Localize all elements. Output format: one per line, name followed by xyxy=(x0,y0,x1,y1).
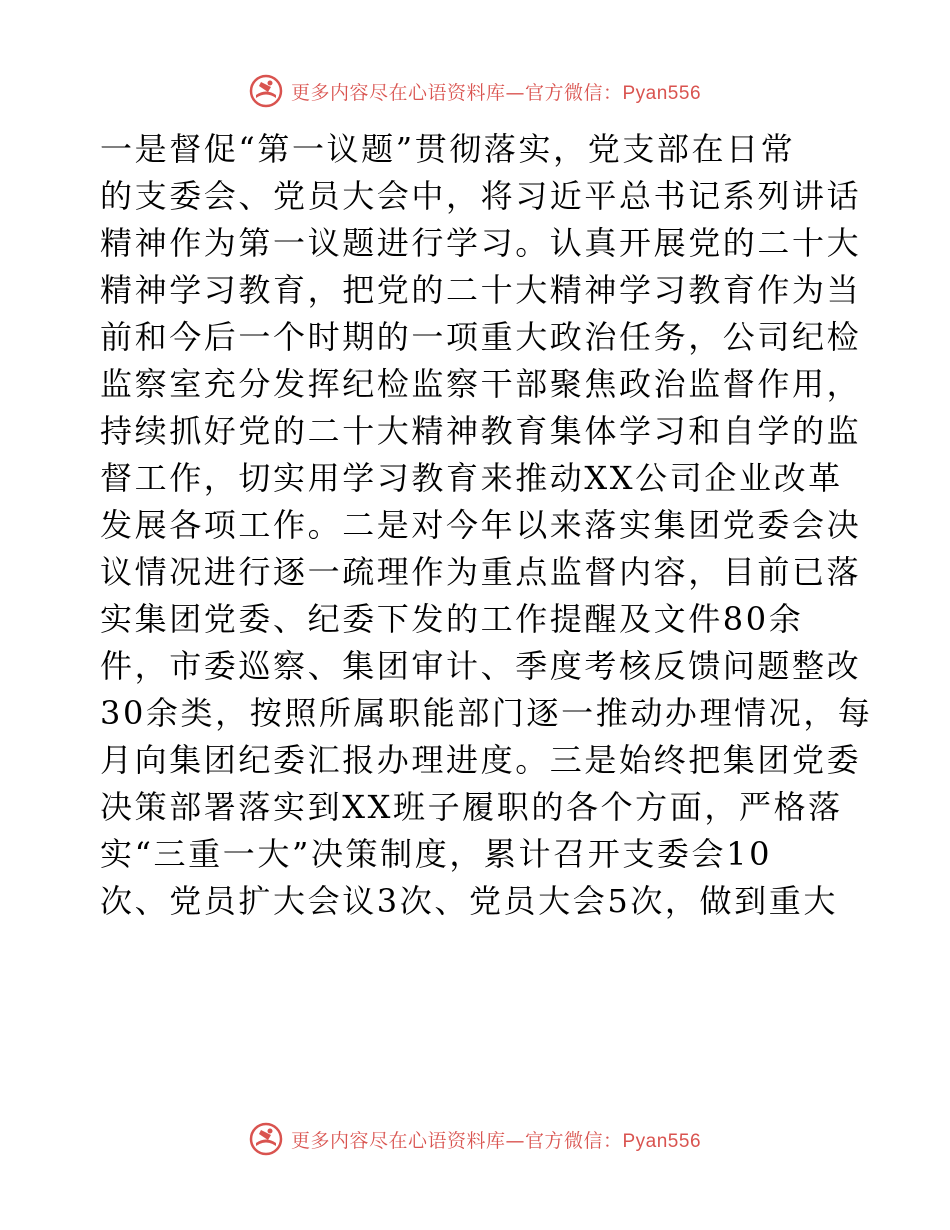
document-body xyxy=(100,126,880,925)
body-line: 精神作为第一议题进行学习。认真开展党的二十大 xyxy=(100,224,862,262)
header-watermark-label: 更多内容尽在心语资料库—官方微信： xyxy=(290,81,623,104)
body-line: 的支委会、党员大会中，将习近平总书记系列讲话 xyxy=(100,177,862,215)
header-wechat-id: Pyan556 xyxy=(622,82,702,104)
body-line: 件，市委巡察、集团审计、季度考核反馈问题整改 xyxy=(100,647,862,685)
book-logo-icon xyxy=(249,74,283,108)
body-line: 发展各项工作。二是对今年以来落实集团党委会决 xyxy=(100,506,862,544)
body-line: 次、党员扩大会议3次、党员大会5次，做到重大 xyxy=(100,882,838,920)
footer-watermark xyxy=(0,1122,950,1156)
body-line: 一是督促“第一议题”贯彻落实，党支部在日常 xyxy=(100,130,796,168)
body-line: 议情况进行逐一疏理作为重点监督内容，目前已落 xyxy=(100,553,862,591)
body-line: 实“三重一大”决策制度，累计召开支委会10 xyxy=(100,835,773,873)
body-line: 监察室充分发挥纪检监察干部聚焦政治监督作用， xyxy=(100,365,862,403)
book-logo-icon xyxy=(249,1122,283,1156)
body-line: 前和今后一个时期的一项重大政治任务，公司纪检 xyxy=(100,318,862,356)
body-line: 持续抓好党的二十大精神教育集体学习和自学的监 xyxy=(100,412,862,450)
footer-watermark-text xyxy=(291,1126,701,1153)
body-line: 30余类，按照所属职能部门逐一推动办理情况，每 xyxy=(100,694,873,732)
body-line: 决策部署落实到XX班子履职的各个方面，严格落 xyxy=(100,788,843,826)
body-line: 督工作，切实用学习教育来推动XX公司企业改革 xyxy=(100,459,843,497)
body-line: 月向集团纪委汇报办理进度。三是始终把集团党委 xyxy=(100,741,862,779)
body-line: 实集团党委、纪委下发的工作提醒及文件80余 xyxy=(100,600,804,638)
header-watermark xyxy=(0,74,950,108)
footer-watermark-label: 更多内容尽在心语资料库—官方微信： xyxy=(290,1129,623,1152)
header-watermark-text xyxy=(291,78,701,105)
body-line: 精神学习教育，把党的二十大精神学习教育作为当 xyxy=(100,271,862,309)
footer-wechat-id: Pyan556 xyxy=(622,1130,702,1152)
